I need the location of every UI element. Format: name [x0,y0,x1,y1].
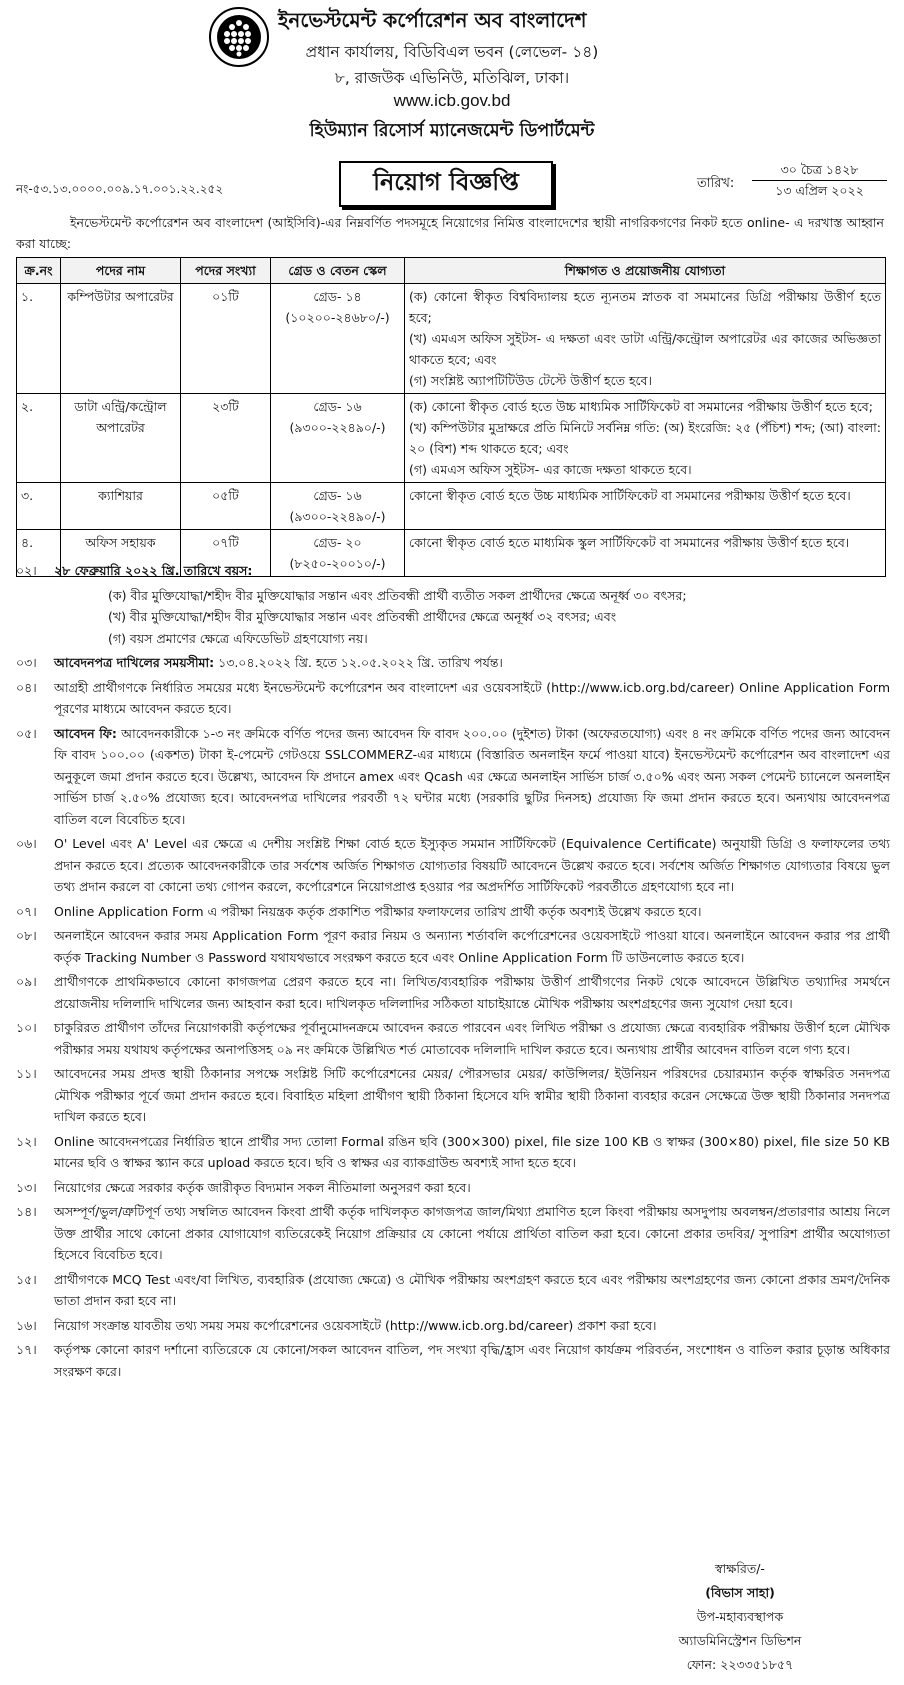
row-count: ০৭টি [181,530,271,577]
clause-text: ১৩.০৪.২০২২ খ্রি. হতে ১২.০৫.২০২২ খ্রি. তারিখ পর্যন্ত। [214,655,503,670]
row-sl: ২. [17,394,61,483]
clause-text: অনলাইনে আবেদন করার সময় Application Form পূরণ করার নিয়ম ও অন্যান্য শর্তাবলি কর্পোরেশনের ওয়েবসাইটে পাওয়া যাবে। অনলাইনে আবেদন করার পর প্রার্থী কর্তৃক Tracking Number ও Password যথাযথভাবে সংরক্ষণ করতে হবে এবং Online Application Form টি ডাউনলোড করতে হবে। [54,928,890,965]
clause-number: ১৬। [16,1317,37,1333]
row-sl: ৩. [17,483,61,530]
address-line-1: প্রধান কার্যালয়, বিডিবিএল ভবন (লেভেল- ১৪) [305,43,599,61]
signature-phone: ফোন: ২২৩৩৫১৮৫৭ [686,1657,794,1672]
clause-number: ১৫। [16,1271,37,1287]
col-header-sl: ক্র.নং [17,258,61,284]
posts-table [16,257,886,577]
clause-03 [16,652,890,674]
clause-number: ১০। [16,1020,37,1035]
age-rule-a: (ক) বীর মুক্তিযোদ্ধা/শহীদ বীর মুক্তিযোদ্ধার সন্তান এবং প্রতিবন্ধী প্রার্থী ব্যতীত সকল প্রার্থীদের ক্ষেত্রে অনূর্ধ্ব ৩০ বৎসর; [108,587,687,603]
clause-12 [16,1131,890,1174]
clause-number: ০৩। [16,655,37,670]
table-row [17,483,886,530]
row-count: ২৩টি [181,394,271,483]
col-header-qualification: শিক্ষাগত ও প্রয়োজনীয় যোগ্যতা [405,258,886,284]
clause-number: ০৮। [16,928,37,943]
row-grade [271,284,405,394]
clause-09 [16,971,890,1014]
row-count: ০১টি [181,284,271,394]
clause-13 [16,1177,890,1199]
age-rule-b: (খ) বীর মুক্তিযোদ্ধা/শহীদ বীর মুক্তিযোদ্ধার সন্তান এবং প্রতিবন্ধী প্রার্থীদের ক্ষেত্রে অনূর্ধ্ব ৩২ বৎসর; এবং [108,609,617,624]
clause-number: ০৪। [16,679,37,695]
date-block [752,160,887,201]
qualification-line: (খ) কম্পিউটার মুদ্রাক্ষরে প্রতি মিনিটে সর্বনিম্ন গতি: (অ) ইংরেজি: ২৫ (পঁচিশ) শব্দ; (আ) বাংলা: ২০ (বিশ) শব্দ থাকতে হবে; এবং [409,420,881,456]
clause-10 [16,1017,890,1060]
notice-title: নিয়োগ বিজ্ঞপ্তি [339,161,553,207]
row-sl: ১. [17,284,61,394]
col-header-post: পদের নাম [61,258,181,284]
signature-division: অ্যাডমিনিস্ট্রেশন ডিভিশন [678,1633,802,1648]
signature-designation: উপ-মহাব্যবস্থাপক [696,1609,784,1624]
clause-heading: ২৮ ফেব্রুয়ারি ২০২২ খ্রি. তারিখে বয়স: [54,563,253,578]
grade: গ্রেড- ১৬ [313,399,362,414]
grade: গ্রেড- ১৬ [313,488,362,503]
qualification-line: (ক) কোনো স্বীকৃত বিশ্ববিদ্যালয় হতে ন্যূনতম স্নাতক বা সমমানের ডিগ্রি পরীক্ষায় উত্তীর্ণ হতে হবে; [409,289,881,325]
table-header-row [17,258,886,284]
row-grade [271,394,405,483]
row-qualification [405,394,886,483]
clause-06 [16,833,890,898]
clause-16 [16,1315,890,1337]
clause-05 [16,723,890,831]
org-name: ইনভেস্টমেন্ট কর্পোরেশন অব বাংলাদেশ [278,8,587,32]
qualification-line: (ক) কোনো স্বীকৃত বোর্ড হতে উচ্চ মাধ্যমিক সার্টিফিকেট বা সমমানের পরীক্ষায় উত্তীর্ণ হতে হবে; [409,399,873,414]
clause-14 [16,1201,890,1266]
clause-text: কর্তৃপক্ষ কোনো কারণ দর্শানো ব্যতিরেকে যে কোনো/সকল আবেদন বাতিল, পদ সংখ্যা বৃদ্ধি/হ্রাস এবং নিয়োগ কার্যক্রম পরিবর্তন, সংশোধন ও বাতিল করার চূড়ান্ত অধিকার সংরক্ষণ করে। [54,1342,890,1379]
clause-text: চাকুরিরত প্রার্থীগণ তাঁদের নিয়োগকারী কর্তৃপক্ষের পূর্বানুমোদনক্রমে আবেদন করতে পারবেন এবং লিখিত পরীক্ষা ও প্রযোজ্য ক্ষেত্রে ব্যবহারিক পরীক্ষায় উত্তীর্ণ হলে মৌখিক পরীক্ষার সময় যথাযথ কর্তৃপক্ষের অনাপত্তিসহ ০৯ নং ক্রমিকে উল্লিখিত শর্ত মোতাবেক দলিলাদি দাখিল করতে হবে। অন্যথায় প্রার্থীর আবেদন বাতিল বলে গণ্য হবে। [54,1020,890,1057]
clause-text: আবেদনকারীকে ১-৩ নং ক্রমিকে বর্ণিত পদের জন্য আবেদন ফি বাবদ ২০০.০০ (দুইশত) টাকা (অফেরতযোগ্য) এবং ৪ নং ক্রমিকে বর্ণিত পদের জন্য আবেদন ফি বাবদ ১০০.০০ (একশত) টাকা ই-পেমেন্ট গেটওয়ে SSLCOMMERZ-এর মাধ্যমে (বিস্তারিত অনলাইন ফর্মে পাওয়া যাবে) ইনভেস্টমেন্ট কর্পোরেশন অব বাংলাদেশ এর অনুকূলে জমা প্রদান করতে হবে। উল্লেখ্য, আবেদন ফি প্রদানে amex এবং Qcash এর ক্ষেত্রে অনলাইন সার্ভিস চার্জ ৩.৫০% এবং অন্য সকল পেমেন্ট চ্যানেলে অনলাইন সার্ভিস চার্জ ২.৫০% প্রযোজ্য হবে। আবেদনপত্র দাখিলের পরবর্তী ৭২ ঘন্টার মধ্যে (সরকারি ছুটির দিনসহ) প্রযোজ্য ফি জমা প্রদান করতে হবে। অন্যথায় আবেদনপত্র বাতিল বলে বিবেচিত হবে। [54,725,890,827]
clause-number: ১৩। [16,1179,37,1195]
clause-text: প্রার্থীগণকে MCQ Test এবং/বা লিখিত, ব্যবহারিক (প্রযোজ্য ক্ষেত্রে) ও মৌখিক পরীক্ষায় অংশগ্রহণ করতে হবে এবং পরীক্ষায় অংশগ্রহণের জন্য কোনো প্রকার ভ্রমণ/দৈনিক ভাতা প্রদান করা হবে না। [54,1271,890,1308]
row-post: ডাটা এন্ট্রি/কন্ট্রোল অপারেটর [61,394,181,483]
clause-text: প্রার্থীগণকে প্রাথমিকভাবে কোনো কাগজপত্র প্রেরণ করতে হবে না। লিখিত/ব্যবহারিক পরীক্ষায় উত্তীর্ণ প্রার্থীগণের নিকট থেকে আবেদনে উল্লিখিত তথ্যাদির সমর্থনে প্রয়োজনীয় দলিলাদি দাখিলের জন্য আহবান করা হবে। দাখিলকৃত দলিলাদির সঠিকতা যাচাইয়ান্তে মৌখিক পরীক্ষায় অংশগ্রহণের জন্য সুযোগ দেয়া হবে। [54,974,890,1011]
clause-number: ০৬। [16,836,37,851]
address-line-2: ৮, রাজউক এভিনিউ, মতিঝিল, ঢাকা। [334,69,570,87]
row-post: অফিস সহায়ক [61,530,181,577]
qualification-line: (গ) সংশ্লিষ্ট অ্যাপটিটিউড টেস্টে উত্তীর্ণ হতে হবে। [409,373,652,388]
clause-text: Online আবেদনপত্রের নির্ধারিত স্থানে প্রার্থীর সদ্য তোলা Formal রঙিন ছবি (300×300) pixel, file size 100 KB ও স্বাক্ষর (300×80) pixel, file size 50 KB মানের ছবি ও স্বাক্ষর স্ক্যান করে upload করতে হবে। ছবি ও স্বাক্ষর এর ব্যাকগ্রাউন্ড অবশ্যই সাদা হতে হবে। [54,1133,890,1170]
memo-number: নং-৫৩.১৩.০০০০.০০৯.১৭.০০১.২২.২৫২ [16,182,224,196]
clause-number: ১৭। [16,1342,37,1357]
date-english: ১৩ এপ্রিল ২০২২ [775,183,864,198]
clause-heading: আবেদন ফি: [54,725,117,741]
intro-paragraph: ইনভেস্টমেন্ট কর্পোরেশন অব বাংলাদেশ (আইসিবি)-এর নিম্নবর্ণিত পদসমূহে নিয়োগের নিমিত্ত বাংলাদেশের স্থায়ী নাগরিকগণের নিকট হতে online- এ দরখাস্ত আহ্বান করা যাচ্ছে: [16,215,884,251]
clause-number: ০২। [16,563,37,578]
clause-text: অসম্পূর্ণ/ভুল/ত্রুটিপূর্ণ তথ্য সম্বলিত আবেদন কিংবা প্রার্থী কর্তৃক দাখিলকৃত কাগজপত্র জাল/মিথ্যা প্রমাণিত হলে কিংবা পরীক্ষায় অসদুপায় অবলম্বন/প্রতারণার আশ্রয় নিলে উক্ত প্রার্থীর সাথে কোনো প্রকার যোগাযোগ ব্যতিরেকেই নিয়োগ প্রক্রিয়ার যে কোনো পর্যায়ে প্রার্থিতা বাতিল করা হবে। কোনো প্রকার তদবির/ সুপারিশ প্রার্থীর অযোগ্যতা হিসেবে বিবেচিত হবে। [54,1204,890,1262]
clause-text: নিয়োগ সংক্রান্ত যাবতীয় তথ্য সময় সময় কর্পোরেশনের ওয়েবসাইটে (http://www.icb.org.bd/career) প্রকাশ করা হবে। [54,1317,657,1333]
clauses-list [16,560,890,1385]
clause-11 [16,1063,890,1128]
qualification-line: (গ) এমএস অফিস সুইটস- এর কাজে দক্ষতা থাকতে হবে। [409,462,692,477]
table-row [17,394,886,483]
pay-scale: (৮২৫০-২০০১০/-) [289,556,386,571]
row-sl: ৪. [17,530,61,577]
row-count: ০৫টি [181,483,271,530]
row-grade [271,483,405,530]
clause-04 [16,677,890,720]
clause-number: ০৫। [16,725,37,741]
clause-text: নিয়োগের ক্ষেত্রে সরকার কর্তৃক জারীকৃত বিদ্যমান সকল নীতিমালা অনুসরণ করা হবে। [54,1179,471,1195]
clause-text: O' Level এবং A' Level এর ক্ষেত্রে এ দেশীয় সংশ্লিষ্ট শিক্ষা বোর্ড হতে ইস্যুকৃত সমমান সার্টিফিকেট (Equivalence Certificate) অনুযায়ী ডিগ্রি ও ফলাফলের তথ্য প্রদান করতে হবে। প্রত্যেক আবেদনকারীকে তার সর্বশেষ অর্জিত শিক্ষাগত যোগ্যতার বিষয়টি আবেদনে উল্লেখ করতে হবে। সর্বশেষ অর্জিত শিক্ষাগত যোগ্যতার বিষয়ে ভুল তথ্য প্রদান করলে বা কোনো তথ্য গোপন করলে, কর্পোরেশনে নিয়োগপ্রাপ্ত হওয়ার পর অপ্রদর্শিত সার্টিফিকেট পরবর্তীতে গ্রহণযোগ্য হবে না। [54,836,890,894]
col-header-count: পদের সংখ্যা [181,258,271,284]
qualification-line: (খ) এমএস অফিস সুইটস- এ দক্ষতা এবং ডাটা এন্ট্রি/কন্ট্রোল অপারেটর এর কাজের অভিজ্ঞতা থাকতে হবে; এবং [409,331,881,367]
signature-signed: স্বাক্ষরিত/- [715,1561,765,1576]
clause-02 [16,560,890,582]
age-rule-c: (গ) বয়স প্রমাণের ক্ষেত্রে এফিডেভিট গ্রহণযোগ্য নয়। [108,630,368,646]
pay-scale: (৯৩০০-২২৪৯০/-) [289,420,386,435]
clause-07 [16,901,890,923]
clause-number: ১৪। [16,1204,37,1219]
row-post: কম্পিউটার অপারেটর [61,284,181,394]
clause-number: ১২। [16,1133,37,1149]
row-post: ক্যাশিয়ার [61,483,181,530]
signature-name: (বিভাস সাহা) [705,1585,775,1600]
website: www.icb.gov.bd [393,91,511,110]
row-qualification [405,284,886,394]
clause-17 [16,1339,890,1382]
pay-scale: (১০২০০-২৪৬৮০/-) [285,310,390,325]
clause-text: আবেদনের সময় প্রদত্ত স্থায়ী ঠিকানার সপক্ষে সংশ্লিষ্ট সিটি কর্পোরেশনের মেয়র/ পৌরসভার মেয়র/ কাউন্সিলর/ ইউনিয়ন পরিষদের চেয়ারম্যান কর্তৃক স্বাক্ষরিত সনদপত্র মৌখিক পরীক্ষার পূর্বে জমা প্রদান করতে হবে। বিবাহিত মহিলা প্রার্থীগণ স্থায়ী ঠিকানা হিসেবে যদি স্বামীর স্থায়ী ঠিকানা ব্যবহার করেন সেক্ষেত্রে উক্ত স্থায়ী ঠিকানার সনদপত্র দাখিল করতে হবে। [54,1066,890,1124]
grade: গ্রেড- ১৪ [313,289,362,304]
date-bangla: ৩০ চৈত্র ১৪২৮ [752,160,887,181]
grade: গ্রেড- ২০ [313,535,362,550]
clause-text: Online Application Form এ পরীক্ষা নিয়ন্ত্রক কর্তৃক প্রকাশিত পরীক্ষার ফলাফলের তারিখ প্রার্থী কর্তৃক অবশ্যই উল্লেখ করতে হবে। [54,903,702,919]
date-label: তারিখ: [697,176,735,191]
qualification-line: কোনো স্বীকৃত বোর্ড হতে উচ্চ মাধ্যমিক সার্টিফিকেট বা সমমানের পরীক্ষায় উত্তীর্ণ হতে হবে। [409,488,851,503]
clause-number: ০৭। [16,903,37,919]
col-header-grade: গ্রেড ও বেতন স্কেল [271,258,405,284]
clause-08 [16,925,890,968]
clause-number: ০৯। [16,974,37,989]
pay-scale: (৯৩০০-২২৪৯০/-) [289,509,386,524]
clause-text: আগ্রহী প্রার্থীগণকে নির্ধারিত সময়ের মধ্যে ইনভেস্টমেন্ট কর্পোরেশন অব বাংলাদেশ এর ওয়েবসাইটে (http://www.icb.org.bd/career) Online Application Form পূরণের মাধ্যমে আবেদন করতে হবে। [54,679,890,716]
row-qualification [405,483,886,530]
clause-number: ১১। [16,1066,37,1081]
qualification-line: কোনো স্বীকৃত বোর্ড হতে মাধ্যমিক স্কুল সার্টিফিকেট বা সমমানের পরীক্ষায় উত্তীর্ণ হতে হবে। [409,535,850,550]
department-name: হিউম্যান রিসোর্স ম্যানেজমেন্ট ডিপার্টমেন্ট [309,121,595,141]
clause-15 [16,1269,890,1312]
table-row [17,284,886,394]
clause-heading: আবেদনপত্র দাখিলের সময়সীমা: [54,655,215,670]
